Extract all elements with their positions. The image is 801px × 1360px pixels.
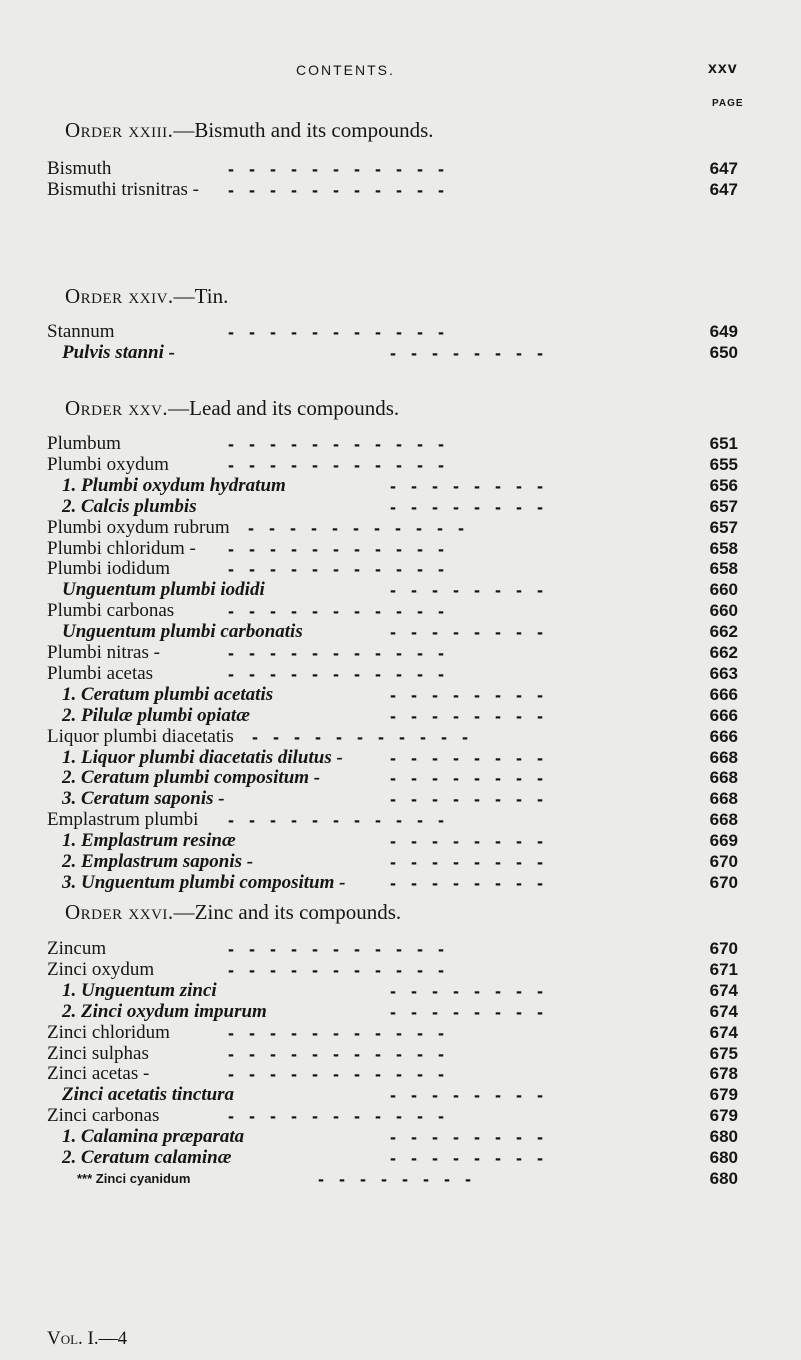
entry-page-number: 671	[709, 959, 738, 979]
entry-name: Plumbi nitras -	[47, 642, 160, 663]
order-heading	[65, 900, 401, 925]
entry-name: Unguentum plumbi iodidi	[62, 579, 265, 601]
entry-page-number: 680	[709, 1148, 738, 1167]
entry-name: Plumbi acetas	[47, 662, 154, 684]
entry-page-number: 660	[709, 601, 738, 621]
leader-dots: - - - - - - - - - - -	[228, 1064, 444, 1085]
leader-dots: - - - - - - - -	[390, 496, 543, 517]
sheet-number: —4	[98, 1328, 128, 1349]
entry-page-number: 656	[709, 475, 738, 495]
entry-page-number: 658	[709, 538, 738, 558]
leader-dots: - - - - - - - -	[390, 852, 543, 872]
entry-page-number: 650	[709, 342, 738, 362]
entry-page-number: 670	[709, 872, 738, 892]
entry-page-number: 680	[709, 1168, 738, 1188]
order-title: —Zinc and its compounds.	[173, 900, 402, 924]
leader-dots: - - - - - - - - - - -	[228, 810, 444, 831]
order-label: Order xxiii.	[65, 118, 174, 142]
entry-page-number: 674	[709, 1022, 738, 1042]
entry-name: Stannum	[47, 321, 115, 342]
entry-page-number: 663	[709, 663, 738, 683]
entry-page-number: 657	[709, 496, 738, 516]
entry-name: Bismuth	[47, 158, 112, 179]
entry-name: 2. Emplastrum saponis -	[62, 851, 254, 872]
order-label: Order xxiv.	[65, 284, 174, 308]
entry-name: Plumbi oxydum rubrum	[47, 516, 230, 538]
leader-dots: - - - - - - - - - - -	[228, 159, 444, 179]
entry-name: Zinci chloridum	[47, 1021, 170, 1043]
entry-name: 1. Ceratum plumbi acetatis	[62, 683, 274, 705]
entry-page-number: 658	[709, 559, 738, 579]
entry-name: Zinci sulphas	[47, 1042, 149, 1064]
entry-name: 3. Unguentum plumbi compositum -	[62, 871, 346, 893]
leader-dots: - - - - - - - - - - -	[228, 179, 444, 200]
leader-dots: - - - - - - - -	[390, 1001, 543, 1022]
entry-name: Plumbi iodidum	[47, 558, 170, 580]
entry-name: Bismuthi trisnitras -	[47, 178, 199, 200]
leader-dots: - - - - - - - - - - -	[228, 601, 444, 622]
order-title: —Lead and its compounds.	[168, 396, 400, 420]
toc-entry	[0, 341, 801, 365]
page-header	[0, 58, 801, 82]
leader-dots: - - - - - - - -	[390, 831, 543, 852]
leader-dots: - - - - - - - -	[390, 580, 543, 601]
running-head: CONTENTS.	[296, 62, 395, 78]
entry-page-number: 680	[709, 1127, 738, 1147]
entry-page-number: 679	[709, 1106, 738, 1126]
entry-name: 2. Ceratum plumbi compositum -	[62, 767, 321, 789]
leader-dots: - - - - - - - - - - -	[228, 1022, 444, 1043]
entry-page-number: 647	[709, 179, 738, 199]
entry-name: 1. Calamina præparata	[62, 1126, 245, 1148]
toc-entry	[0, 1167, 801, 1191]
leader-dots: - - - - - - - -	[390, 1148, 543, 1168]
leader-dots: - - - - - - - -	[390, 705, 543, 726]
leader-dots: - - - - - - - -	[390, 342, 543, 363]
entry-page-number: 655	[709, 454, 738, 474]
entry-name: 1. Plumbi oxydum hydratum	[62, 474, 286, 496]
entry-name: Zinci acetatis tinctura	[62, 1084, 235, 1106]
page-column-label: PAGE	[712, 98, 744, 109]
entry-page-number: 649	[709, 322, 738, 341]
entry-name: Zinci acetas -	[47, 1063, 150, 1085]
folio: xxv	[708, 60, 738, 77]
entry-name: Zinci carbonas	[47, 1105, 160, 1127]
order-heading	[65, 284, 228, 309]
leader-dots: - - - - - - - -	[390, 475, 543, 496]
entry-page-number: 668	[709, 768, 738, 788]
entry-page-number: 666	[709, 684, 738, 704]
leader-dots: - - - - - - - - - - -	[228, 959, 444, 980]
entry-page-number: 679	[709, 1085, 738, 1105]
leader-dots: - - - - - - - - - - -	[228, 538, 444, 559]
entry-name: 2. Pilulæ plumbi opiatæ	[62, 704, 250, 726]
entry-name: 2. Ceratum calaminæ	[62, 1147, 232, 1168]
entry-page-number: 668	[709, 747, 738, 767]
order-title: —Tin.	[173, 284, 229, 308]
entry-name: 1. Emplastrum resinæ	[62, 830, 236, 852]
leader-dots: - - - - - - - - - - -	[228, 1106, 444, 1127]
entry-page-number: 674	[709, 1001, 738, 1021]
leader-dots: - - - - - - - -	[390, 768, 543, 789]
order-title: —Bismuth and its compounds.	[173, 118, 434, 142]
entry-name: Plumbi chloridum -	[47, 537, 196, 559]
leader-dots: - - - - - - - -	[318, 1168, 471, 1189]
entry-page-number: 651	[709, 434, 738, 453]
leader-dots: - - - - - - - -	[390, 1127, 543, 1148]
entry-page-number: 670	[709, 939, 738, 958]
entry-page-number: 668	[709, 810, 738, 830]
entry-page-number: 675	[709, 1043, 738, 1063]
entry-name: Emplastrum plumbi	[47, 809, 199, 831]
entry-page-number: 662	[709, 643, 738, 662]
order-label: Order xxv.	[65, 396, 169, 420]
entry-page-number: 668	[709, 789, 738, 809]
leader-dots: - - - - - - - - - - -	[248, 517, 464, 538]
entry-name: 1. Liquor plumbi diacetatis dilutus -	[62, 746, 343, 768]
toc-entry	[0, 178, 801, 202]
volume-label: Vol. I.	[47, 1328, 99, 1349]
entry-name: Pulvis stanni -	[62, 341, 175, 363]
leader-dots: - - - - - - - - - - -	[228, 663, 444, 684]
entry-name: 1. Unguentum zinci	[62, 979, 217, 1001]
entry-page-number: 662	[709, 622, 738, 642]
leader-dots: - - - - - - - - - - -	[228, 939, 444, 959]
entry-name: Zinci oxydum	[47, 958, 155, 980]
entry-page-number: 647	[709, 159, 738, 178]
leader-dots: - - - - - - - -	[390, 1085, 543, 1106]
entry-name: Plumbi carbonas	[47, 600, 175, 622]
leader-dots: - - - - - - - - - - -	[228, 454, 444, 475]
leader-dots: - - - - - - - - - - -	[228, 322, 444, 342]
leader-dots: - - - - - - - - - - -	[228, 434, 444, 454]
entry-name: Zincum	[47, 938, 107, 959]
order-heading	[65, 118, 434, 143]
order-heading	[65, 396, 399, 421]
leader-dots: - - - - - - - -	[390, 747, 543, 768]
entry-name: 2. Calcis plumbis	[62, 495, 197, 517]
order-label: Order xxvi.	[65, 900, 174, 924]
entry-page-number: 657	[709, 517, 738, 537]
leader-dots: - - - - - - - -	[390, 872, 543, 893]
entry-name: 2. Zinci oxydum impurum	[62, 1000, 267, 1022]
entry-name: *** Zinci cyanidum	[77, 1170, 191, 1186]
entry-name: Liquor plumbi diacetatis	[47, 725, 234, 747]
toc-entry	[0, 871, 801, 895]
leader-dots: - - - - - - - -	[390, 684, 543, 705]
entry-page-number: 678	[709, 1064, 738, 1084]
entry-name: Unguentum plumbi carbonatis	[62, 621, 303, 643]
leader-dots: - - - - - - - -	[390, 789, 543, 810]
signature-mark	[47, 1328, 127, 1350]
entry-page-number: 666	[709, 726, 738, 746]
leader-dots: - - - - - - - - - - -	[228, 1043, 444, 1064]
entry-page-number: 669	[709, 831, 738, 851]
entry-page-number: 666	[709, 705, 738, 725]
leader-dots: - - - - - - - - - - -	[252, 726, 468, 747]
entry-name: Plumbi oxydum	[47, 453, 169, 475]
entry-page-number: 660	[709, 580, 738, 600]
leader-dots: - - - - - - - - - - -	[228, 643, 444, 663]
entry-page-number: 674	[709, 980, 738, 1000]
leader-dots: - - - - - - - -	[390, 980, 543, 1001]
leader-dots: - - - - - - - - - - -	[228, 559, 444, 580]
leader-dots: - - - - - - - -	[390, 622, 543, 643]
entry-page-number: 670	[709, 852, 738, 871]
entry-name: 3. Ceratum saponis -	[62, 788, 225, 810]
entry-name: Plumbum	[47, 433, 121, 454]
